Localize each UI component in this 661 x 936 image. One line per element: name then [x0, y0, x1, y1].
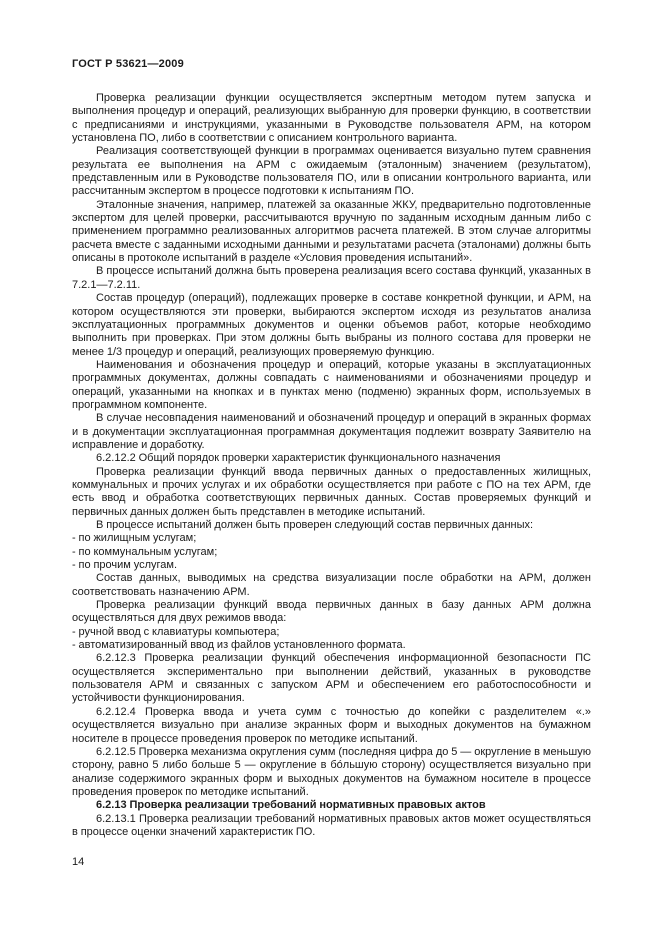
document-header: ГОСТ Р 53621—2009 — [72, 58, 184, 70]
paragraph: 6.2.12.3 Проверка реализации функций обеспечения информационной безопасности ПС осуществляется экспериментально при выполнении действий, указанных в руководстве пользователя АРМ и связанных с запуском АРМ и обеспечением его работоспособности и устойчивости функционирования. — [72, 652, 591, 705]
list-item: - по жилищным услугам; — [72, 532, 197, 545]
paragraph: Проверка реализации функций ввода первичных данных о предоставленных жилищных, коммунальных и прочих услугах и их обработки осуществляется при работе с ПО на тех АРМ, где есть ввод и обработка соответствующих первичных данных. Состав проверяемых функций и первичных данных должен быть представлен в методике испытаний. — [72, 465, 591, 518]
paragraph: 6.2.12.5 Проверка механизма округления сумм (последняя цифра до 5 — округление в меньшую сторону, равно 5 либо больше 5 — округление в бо́льшую сторону) осуществляется визуально при анализе содержимого экранных форм и выходных документов на бумажном носителе в процессе проведения проверок по методике испытаний. — [72, 745, 591, 798]
list-item: - ручной ввод с клавиатуры компьютера; — [72, 625, 280, 638]
list-item: - по коммунальным услугам; — [72, 545, 218, 558]
page-number: 14 — [72, 856, 85, 869]
paragraph: В процессе испытаний должна быть проверена реализация всего состава функций, указанных в 7.2.1—7.2.11. — [72, 265, 591, 291]
paragraph: Состав процедур (операций), подлежащих проверке в составе конкретной функции, и АРМ, на котором осуществляются эти проверки, выбираются экспертом исходя из результатов анализа эксплуатационных программных документов и оценки объемов работ, которые необходимо выполнить при проверках. При этом должны быть выбраны из полного состава для проверки не менее 1/3 процедур и операций, реализующих проверяемую функцию. — [72, 292, 591, 358]
section-heading: 6.2.13 Проверка реализации требований нормативных правовых актов — [96, 799, 486, 812]
paragraph: 6.2.13.1 Проверка реализации требований нормативных правовых актов может осуществляться в процессе оценки значений характеристик ПО. — [72, 812, 591, 838]
paragraph: Проверка реализации функции осуществляется экспертным методом путем запуска и выполнения процедур и операций, реализующих выбранную для проверки функцию, в соответствии с предписаниями и инструкциями, указанными в Руководстве пользователя АРМ, на котором установлена ПО, либо в соответствии с описанием контрольного варианта. — [72, 92, 591, 145]
paragraph: Проверка реализации функций ввода первичных данных в базу данных АРМ должна осуществляться для двух режимов ввода: — [72, 599, 591, 625]
paragraph: Эталонные значения, например, платежей за оказанные ЖКУ, предварительно подготовленные экспертом для целей проверки, рассчитываются вручную по заданным исходным данным либо с применением программно реализованных алгоритмов расчета платежей. В этом случае алгоритмы расчета вместе с заданными исходными данными и результатами расчета (эталонами) должны быть описаны в протоколе испытаний в разделе «Условия проведения испытаний». — [72, 198, 591, 265]
paragraph: В случае несовпадения наименований и обозначений процедур и операций в экранных формах и в документации эксплуатационная программная документация подлежит возврату Заявителю на исправление и доработку. — [72, 412, 591, 451]
document-body — [72, 92, 591, 839]
list-item: - по прочим услугам. — [72, 559, 177, 572]
paragraph: Реализация соответствующей функции в программах оценивается визуально путем сравнения результата ее выполнения на АРМ с ожидаемым (эталонным) значением (результатом), представленным или в Руководстве пользователя ПО, или в описании контрольного варианта, или рассчитанным экспертом в процессе подготовки к испытаниям ПО. — [72, 145, 591, 198]
paragraph: В процессе испытаний должен быть проверен следующий состав первичных данных: — [96, 519, 534, 531]
list-item: - автоматизированный ввод из файлов установленного формата. — [72, 639, 406, 652]
paragraph: Наименования и обозначения процедур и операций, которые указаны в эксплуатационных программных документах, должны совпадать с наименованиями и обозначениями процедур и операций, указанными на кнопках и в пунктах меню (подменю) экранных форм, используемых в программном компоненте. — [72, 358, 591, 411]
paragraph: Состав данных, выводимых на средства визуализации после обработки на АРМ, должен соответствовать назначению АРМ. — [72, 572, 591, 598]
section-heading: 6.2.12.2 Общий порядок проверки характеристик функционального назначения — [96, 452, 501, 465]
paragraph: 6.2.12.4 Проверка ввода и учета сумм с точностью до копейки с разделителем «.» осуществляется визуально при анализе экранных форм и выходных документов на бумажном носителе в процессе проведения проверок по методике испытаний. — [72, 705, 591, 745]
